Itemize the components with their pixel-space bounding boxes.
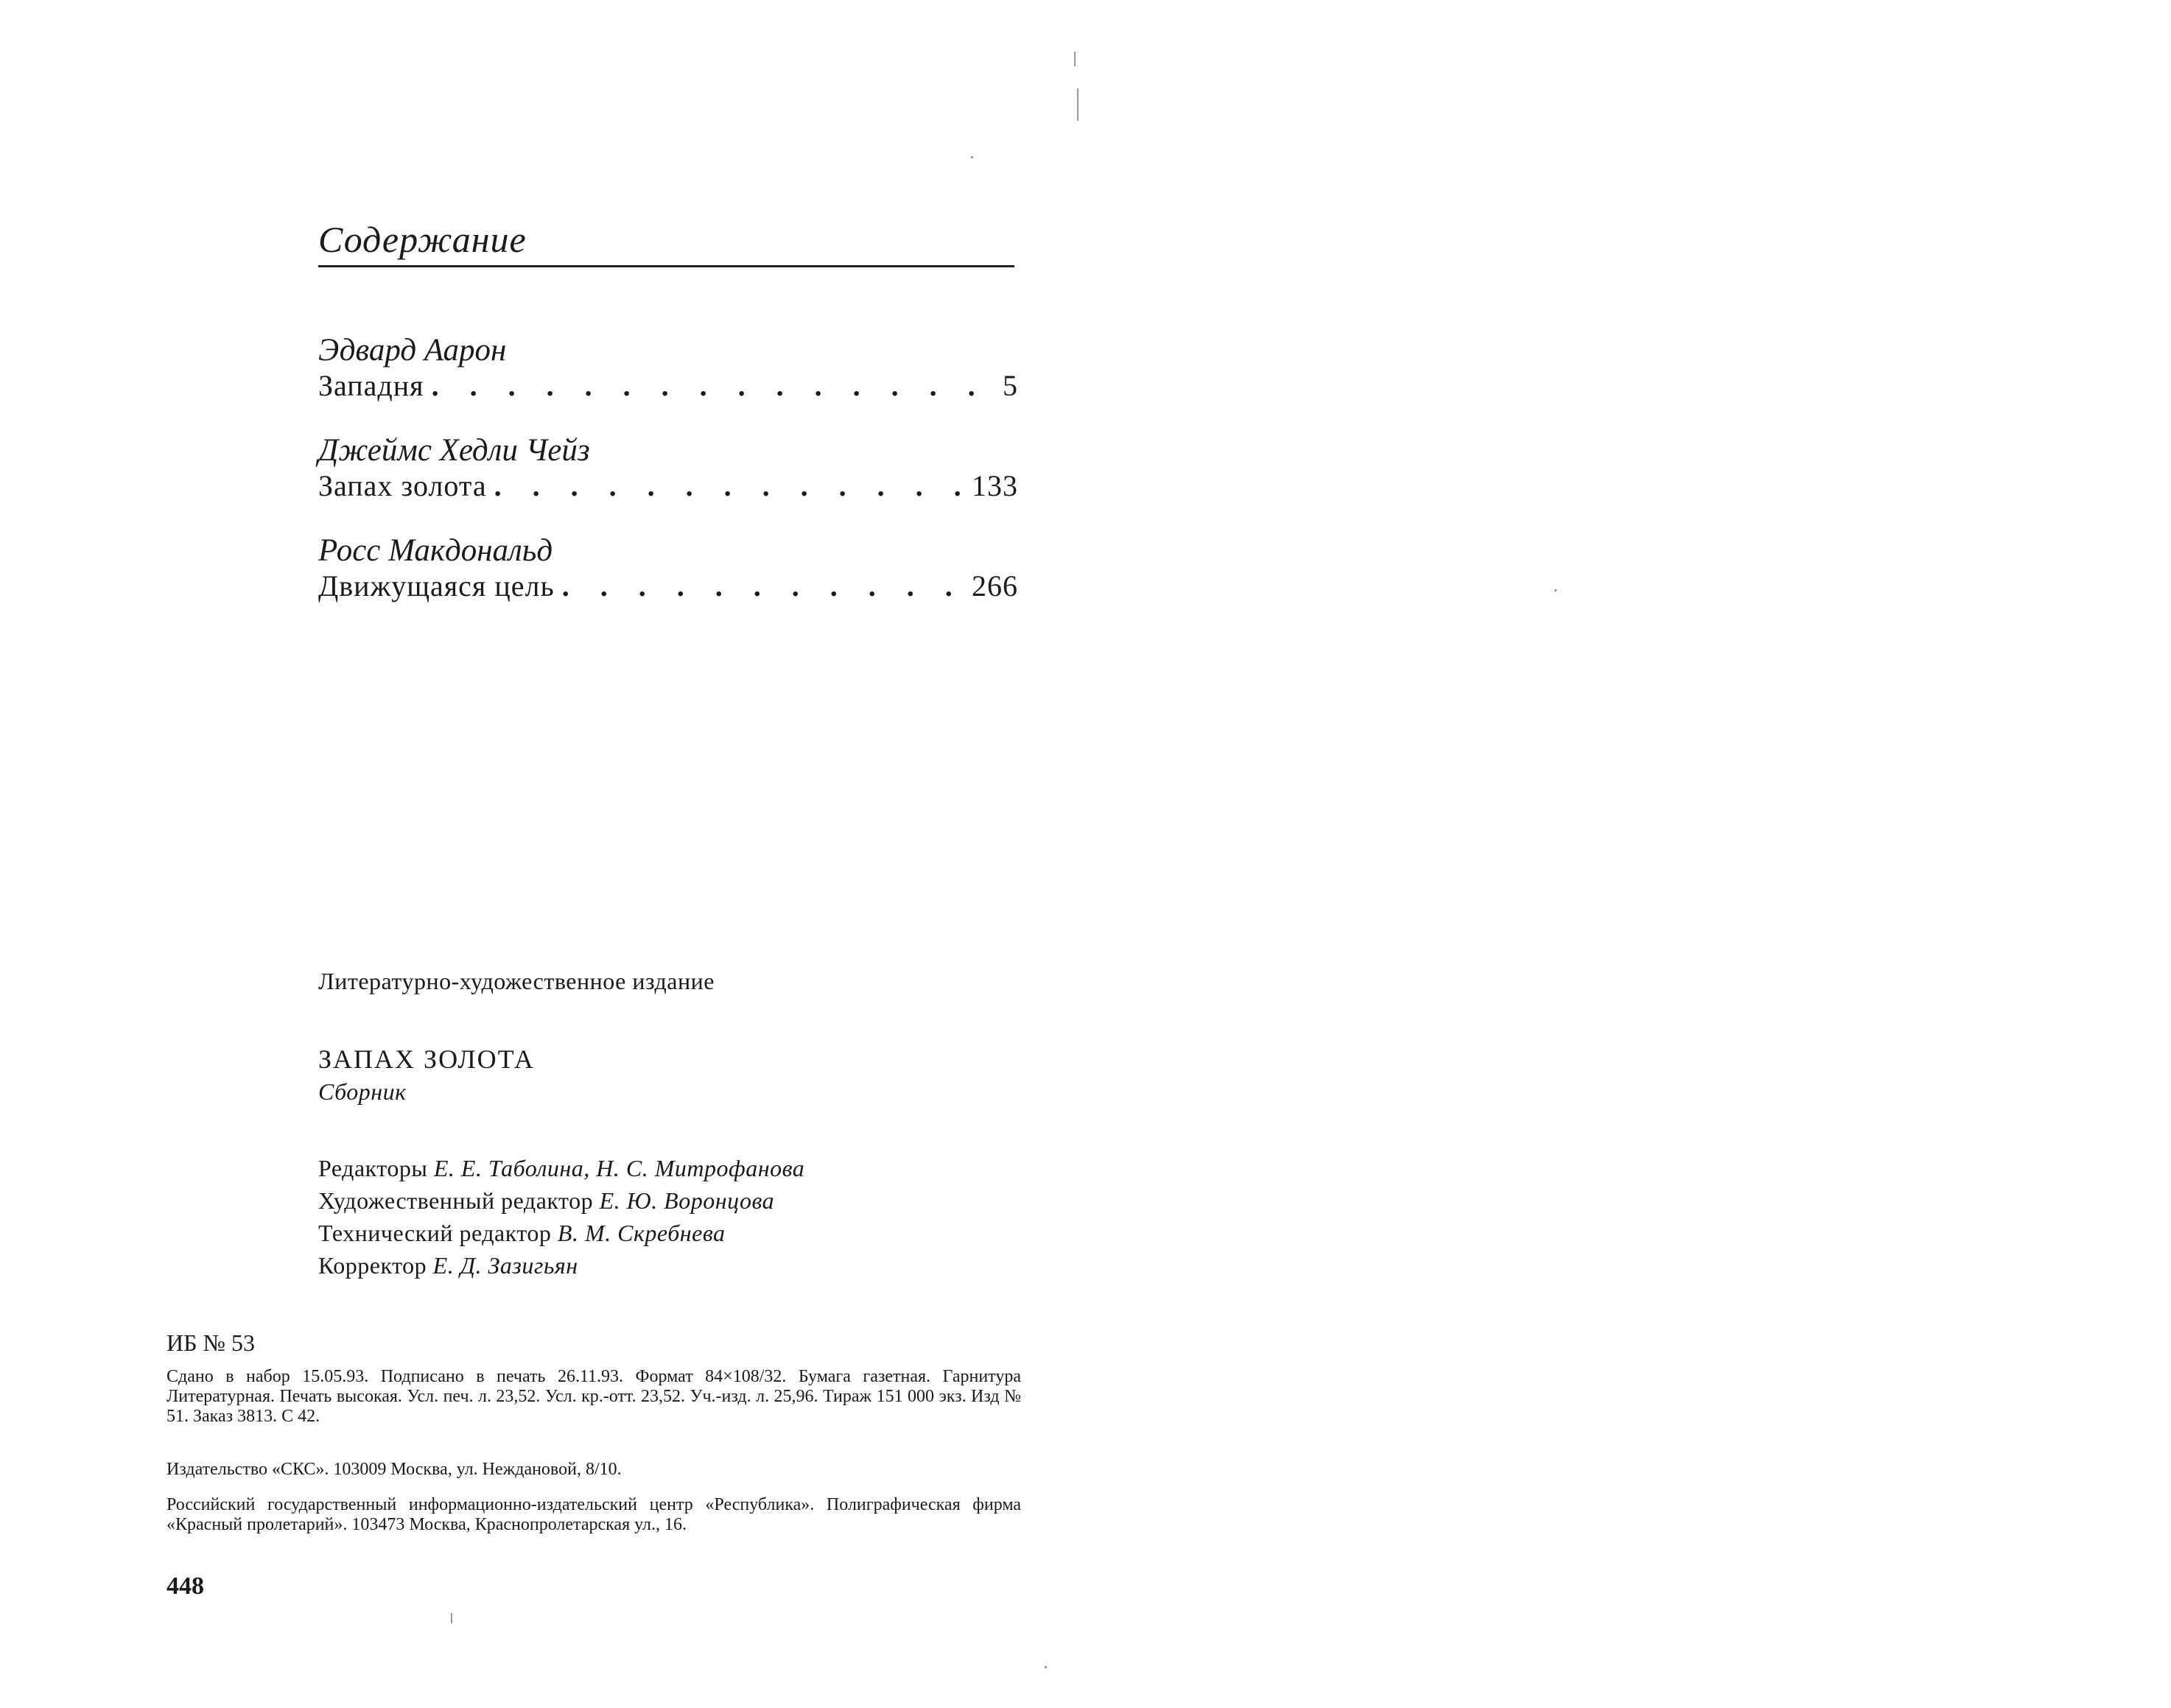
print-details: Сдано в набор 15.05.93. Подписано в печать 26.11.93. Формат 84×108/32. Бумага газетная. Гарнитура Литературная. Печать высокая. Усл. печ. л. 23,52. Усл. кр.-отт. 23,52. Уч.-изд. л. 25,96. Тираж 151 000 экз. Изд № 51. Заказ 3813. С 42. (166, 1367, 1021, 1426)
credit-line (318, 1153, 804, 1183)
toc-entry (318, 433, 1018, 504)
credit-role: Технический редактор (318, 1220, 552, 1246)
toc-line (318, 468, 1018, 504)
toc-page-number: 5 (1003, 369, 1018, 402)
credit-names: Е. Д. Зазигьян (432, 1252, 578, 1279)
scan-speck (1077, 88, 1079, 121)
book-subtitle: Сборник (318, 1078, 407, 1105)
page-number: 448 (166, 1572, 204, 1600)
toc-entry (318, 333, 1018, 404)
toc-line (318, 569, 1018, 604)
credit-role: Редакторы (318, 1155, 428, 1181)
toc-page-number: 266 (972, 569, 1018, 602)
scan-speck (451, 1613, 452, 1623)
scan-speck (1074, 52, 1076, 66)
credit-line (318, 1218, 726, 1248)
credit-role: Художественный редактор (318, 1187, 594, 1214)
publisher-info: Издательство «СКС». 103009 Москва, ул. Неждановой, 8/10. (166, 1460, 622, 1479)
toc-dot-leader (494, 468, 964, 504)
book-title: ЗАПАХ ЗОЛОТА (318, 1044, 535, 1074)
credit-names: Е. Е. Таболина, Н. С. Митрофанова (433, 1155, 805, 1181)
credit-role: Корректор (318, 1252, 427, 1279)
toc-dot-leader (562, 569, 964, 604)
toc-author: Росс Макдональд (318, 533, 553, 568)
edition-type: Литературно-художественное издание (318, 968, 715, 994)
scan-speck (1045, 1666, 1047, 1668)
credit-names: В. М. Скребнева (557, 1220, 726, 1246)
ib-number: ИБ № 53 (166, 1329, 256, 1356)
toc-title: Движущаяся цель (318, 569, 555, 602)
toc-heading-text: Содержание (318, 219, 527, 260)
toc-page-number: 133 (972, 469, 1018, 502)
credit-names: Е. Ю. Воронцова (599, 1187, 775, 1214)
toc-author: Эдвард Аарон (318, 333, 507, 368)
scan-speck (971, 156, 973, 158)
toc-line (318, 368, 1018, 404)
toc-heading (318, 218, 1014, 267)
printer-info: Российский государственный информационно-издательский центр «Республика». Полиграфическая фирма «Красный пролетарий». 103473 Москва, Краснопролетарская ул., 16. (166, 1495, 1021, 1534)
toc-dot-leader (432, 368, 981, 404)
credit-line (318, 1186, 774, 1215)
toc-title: Западня (318, 369, 424, 402)
toc-entry (318, 533, 1018, 604)
scan-speck (1554, 589, 1557, 591)
toc-title: Запах золота (318, 469, 487, 502)
credit-line (318, 1251, 578, 1280)
toc-author: Джеймс Хедли Чейз (318, 433, 590, 468)
